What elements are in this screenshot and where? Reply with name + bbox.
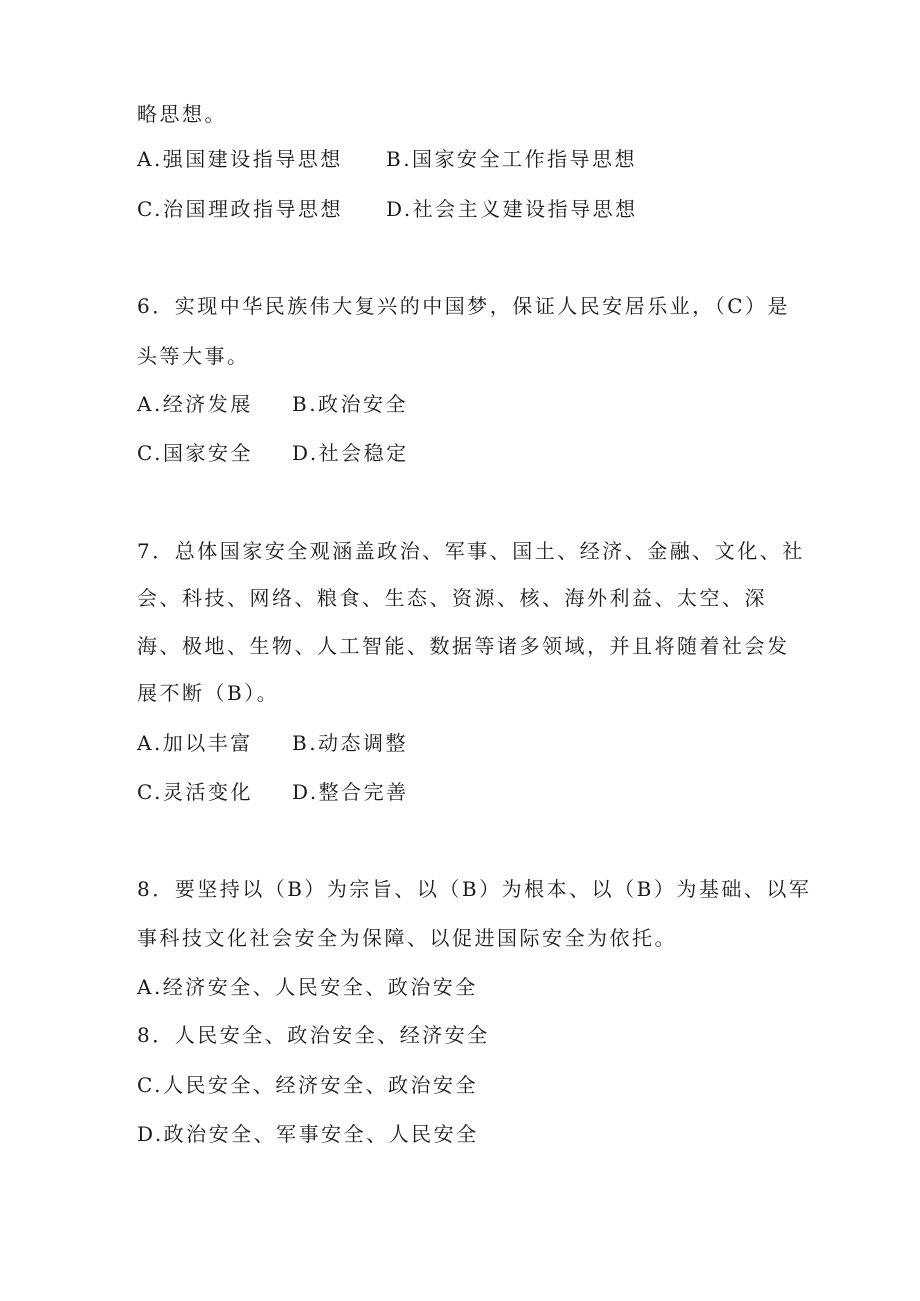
q7-option-d: D.整合完善 xyxy=(292,780,409,804)
q7-option-b: B.动态调整 xyxy=(292,731,409,755)
q5-option-c: C.治国理政指导思想 xyxy=(137,197,343,221)
q8-option-b: 8．人民安全、政治安全、经济安全 xyxy=(137,1023,490,1047)
q8-stem-line-2: 事科技文化社会安全为保障、以促进国际安全为依托。 xyxy=(137,926,677,950)
q7-stem-line-2: 会、科技、网络、粮食、生态、资源、核、海外利益、太空、深 xyxy=(137,586,767,610)
q6-option-b: B.政治安全 xyxy=(292,392,409,416)
q7-stem-line-3: 海、极地、生物、人工智能、数据等诸多领域，并且将随着社会发 xyxy=(137,634,790,658)
q5-option-d: D.社会主义建设指导思想 xyxy=(386,197,638,221)
q8-option-d: D.政治安全、军事安全、人民安全 xyxy=(137,1122,479,1146)
q6-option-a: A.经济发展 xyxy=(137,392,253,416)
q6-option-d: D.社会稳定 xyxy=(292,441,409,465)
q6-option-c: C.国家安全 xyxy=(137,441,253,465)
q5-option-a: A.强国建设指导思想 xyxy=(137,147,343,171)
q7-stem-line-4: 展不断（B）。 xyxy=(137,681,280,705)
q8-stem-line-1: 8．要坚持以（B）为宗旨、以（B）为根本、以（B）为基础、以军 xyxy=(137,877,812,901)
q5-option-b: B.国家安全工作指导思想 xyxy=(386,147,638,171)
q5-stem-tail: 略思想。 xyxy=(137,102,227,126)
q7-option-c: C.灵活变化 xyxy=(137,780,253,804)
q8-option-c: C.人民安全、经济安全、政治安全 xyxy=(137,1073,478,1097)
q7-option-a: A.加以丰富 xyxy=(137,731,253,755)
q8-option-a: A.经济安全、人民安全、政治安全 xyxy=(137,975,478,999)
q6-stem-line-2: 头等大事。 xyxy=(137,344,250,368)
q7-stem-line-1: 7．总体国家安全观涵盖政治、军事、国土、经济、金融、文化、社 xyxy=(137,539,805,563)
q6-stem-line-1: 6．实现中华民族伟大复兴的中国梦，保证人民安居乐业，（C）是 xyxy=(137,294,791,318)
